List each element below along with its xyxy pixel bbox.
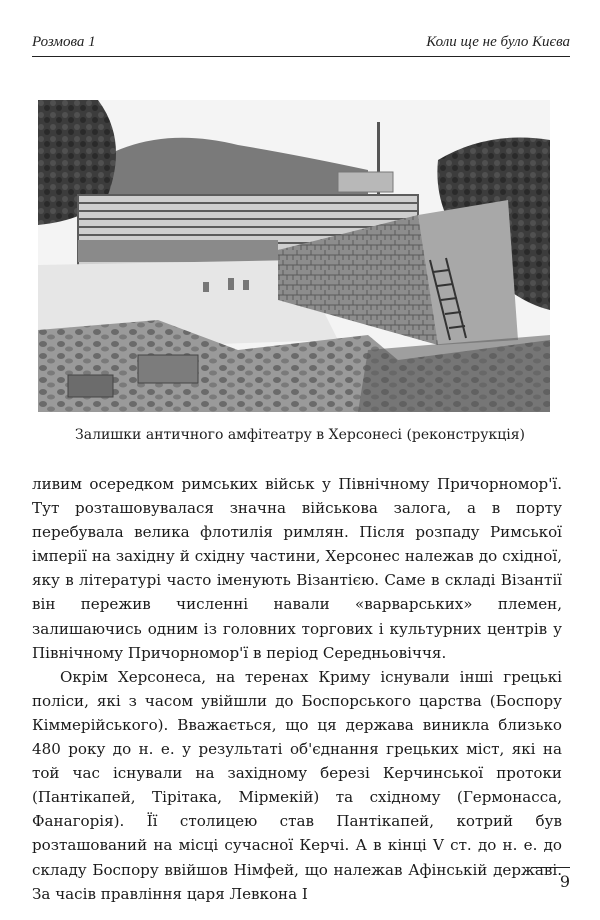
paragraph: Окрім Херсонеса, на теренах Криму існували інші грецькі поліси, які з часом увійшли до Боспорського царства (Боспору Кіммерійського). Вважається, що ця держава виникла близько 480 року до н. е. у результаті об'єднання грецьких міст, які на той час існували на західному березі Керчинської протоки (Пантікапей, Тірітака, Мірмекій) та східному (Гермонасса, Фанагорія). Її столицею став Пантікапей, котрий був розташований на місці сучасної Керчі. А в кінці V ст. до н. е. до складу Боспору ввійшов Німфей, що належав Афінській державі. За часів правління царя Левкона І [32, 667, 562, 903]
header-section-title: Розмова 1 [32, 34, 96, 50]
body-text [32, 472, 562, 906]
amphitheatre-photo [38, 100, 550, 412]
page-number: 9 [559, 872, 570, 891]
header-divider [32, 56, 570, 57]
photo-caption: Залишки античного амфітеатру в Херсонесі (реконструкція) [75, 427, 525, 443]
running-header [32, 34, 570, 51]
header-book-title: Коли ще не було Києва [426, 34, 570, 50]
footer-divider [532, 867, 570, 868]
paragraph: ливим осередком римських військ у Північному Причорномор'ї. Тут розташовувалася значна військова залога, а в порту перебувала велика флотилія римлян. Після розпаду Римської імперії на західну й східну частини, Херсонес належав до східної, яку в літературі часто іменують Візантією. Саме в складі Візантії він пережив численні навали «варварських» племен, залишаючись одним із головних торгових і культурних центрів у Північному Причорномор'ї в період Середньовіччя. [32, 475, 562, 662]
photo-illustration [38, 100, 550, 412]
